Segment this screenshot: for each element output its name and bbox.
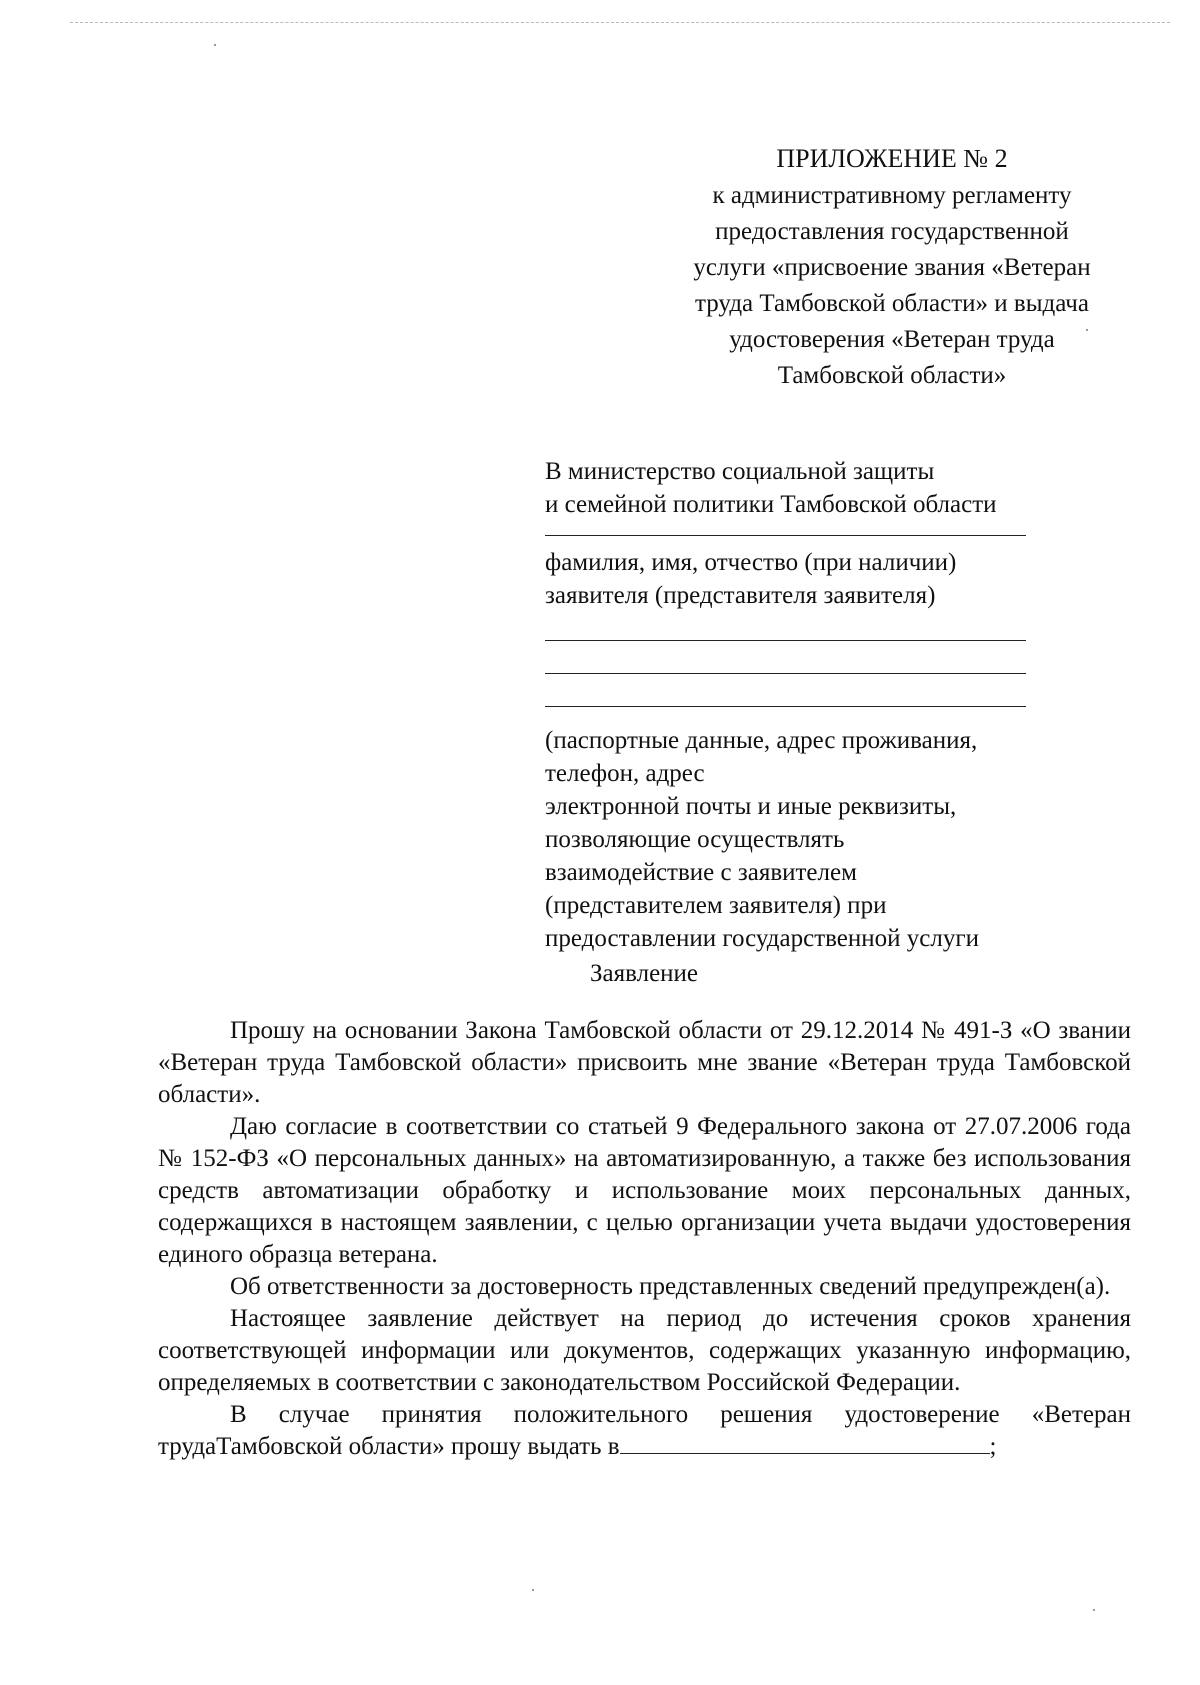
name-caption-line: заявителя (представителя заявителя) <box>545 582 936 609</box>
appendix-line: предоставления государственной <box>715 218 1069 245</box>
appendix-title: ПРИЛОЖЕНИЕ № 2 <box>776 144 1008 173</box>
appendix-line: удостоверения «Ветеран труда <box>729 326 1055 353</box>
appendix-line: к административному регламенту <box>712 182 1072 209</box>
statement-heading: Заявление <box>590 960 699 987</box>
statement-paragraph: Об ответственности за достоверность представленных сведений предупрежден(а). <box>230 1273 1111 1300</box>
details-caption-line: (представителем заявителя) при <box>545 892 887 919</box>
statement-paragraph: Даю согласие в соответствии со статьей 9 Федерального закона от 27.07.2006 года № 152-ФЗ «О персональных данных» на автоматизированную, а также без использования средств автоматизации обработку и использование моих персональных данных, содержащихся в настоящем заявлении, с целью организации учета выдачи удостоверения единого образца ветерана. <box>158 1113 1131 1268</box>
appendix-line: Тамбовской области» <box>777 362 1007 389</box>
statement-paragraph-last <box>158 1399 1131 1463</box>
details-blank-lines <box>545 640 1065 707</box>
statement-body <box>158 1015 1131 1463</box>
recipient-line: В министерство социальной защиты <box>545 458 935 485</box>
scan-speck <box>214 44 216 46</box>
details-blank-line <box>545 706 1026 707</box>
details-caption-line: электронной почты и иные реквизиты, <box>545 793 957 820</box>
appendix-header <box>652 141 1132 394</box>
last-paragraph-end: ; <box>989 1433 997 1460</box>
scan-speck <box>1093 1609 1095 1611</box>
recipient-line: и семейной политики Тамбовской области <box>545 491 997 518</box>
name-caption-line: фамилия, имя, отчество (при наличии) <box>545 549 957 576</box>
appendix-line: услуги «присвоение звания «Ветеран <box>693 254 1091 281</box>
addressee-block <box>545 455 1065 955</box>
details-blank-line <box>545 640 1026 641</box>
details-caption-line: взаимодействие с заявителем <box>545 859 857 886</box>
scan-top-edge-artifact <box>70 22 1170 23</box>
scan-speck <box>532 1589 534 1591</box>
last-paragraph-start: В случае принятия положительного решения удостоверение «Ветеран трудаТамбовской области» прошу выдать в <box>158 1401 1131 1460</box>
details-blank-line <box>545 673 1026 674</box>
name-blank-line <box>545 535 1026 536</box>
appendix-line: труда Тамбовской области» и выдача <box>695 290 1089 317</box>
issue-place-blank <box>620 1431 990 1454</box>
statement-paragraph: Прошу на основании Закона Тамбовской области от 29.12.2014 № 491-З «О звании «Ветеран труда Тамбовской области» присвоить мне звание «Ветеран труда Тамбовской области». <box>158 1017 1131 1108</box>
details-caption-line: позволяющие осуществлять <box>545 826 845 853</box>
details-caption-line: предоставлении государственной услуги <box>545 925 979 952</box>
details-caption-line: (паспортные данные, адрес проживания, <box>545 727 978 754</box>
statement-paragraph: Настоящее заявление действует на период до истечения сроков хранения соответствующей информации или документов, содержащих указанную информацию, определяемых в соответствии с законодательством Российской Федерации. <box>158 1305 1131 1396</box>
details-caption-line: телефон, адрес <box>545 760 705 787</box>
